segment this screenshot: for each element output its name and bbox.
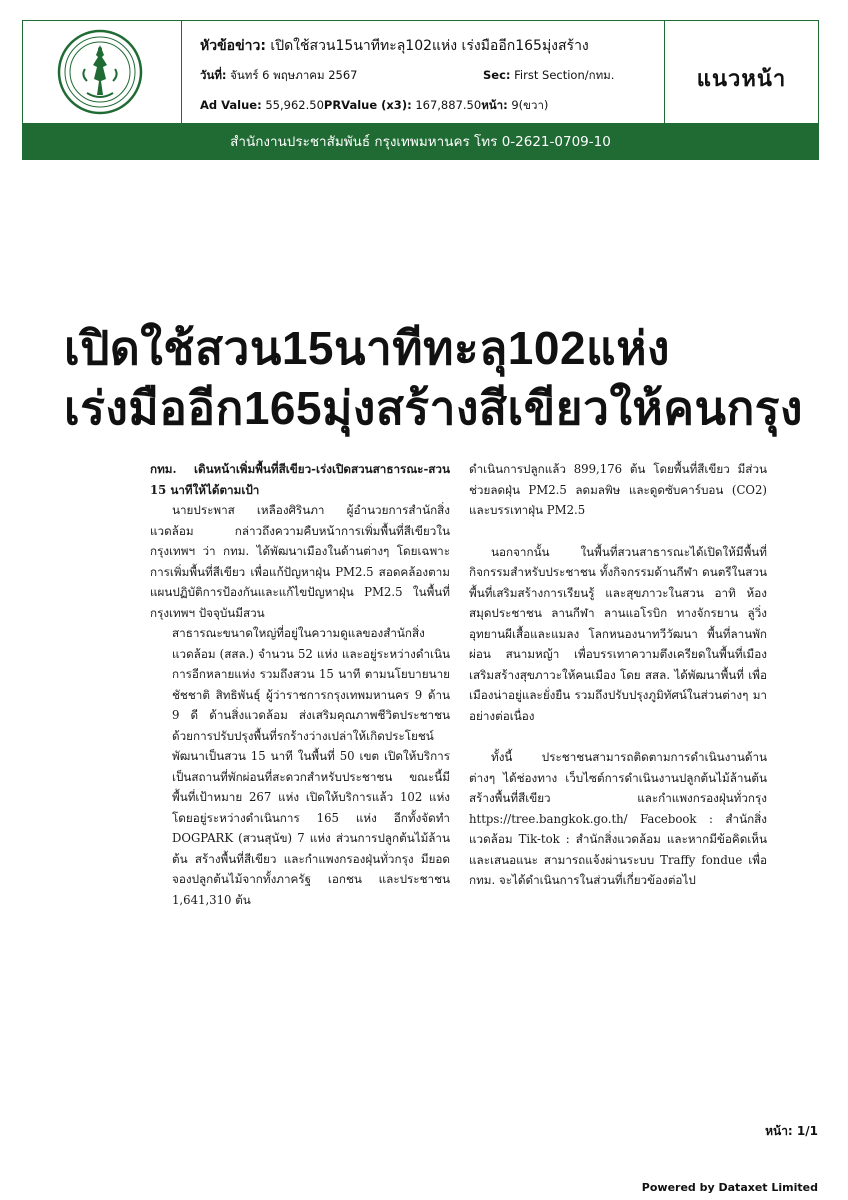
title-label: หัวข้อข่าว: bbox=[200, 38, 266, 54]
value-meta bbox=[200, 97, 548, 115]
title-value: เปิดใช้สวน15นาทีทะลุ102แห่ง เร่งมืออีก165มุ่งสร้าง bbox=[270, 38, 589, 54]
office-bar: สำนักงานประชาสัมพันธ์ กรุงเทพมหานคร โทร 0-2621-0709-10 bbox=[22, 124, 819, 160]
bangkok-city-seal-icon bbox=[57, 29, 143, 115]
pr-value: 167,887.50 bbox=[415, 98, 482, 112]
headline-line-2: เร่งมืออีก165มุ่งสร้างสีเขียวให้คนกรุง bbox=[64, 382, 803, 434]
article-paragraph-3: นอกจากนั้น ในพื้นที่สวนสาธารณะได้เปิดให้มีพื้นที่กิจกรรมสำหรับประชาชน ทั้งกิจกรรมด้านกีฬา ดนตรีในสวน พื้นที่เสริมสร้างการเรียนรู้ และสุขภาวะในสวน อาทิ ห้องสมุดประชาชน ลานกีฬา ลานแอโรบิก ทางจักรยาน ลู่วิ่ง อุทยานผีเสื้อและแมลง โลกหนองนาทวีวัฒนา พื้นที่ลานพักผ่อน สนามหญ้า เพื่อบรรเทาความตึงเครียดในพื้นที่เมือง เสริมสร้างสุขภาวะให้คนเมือง โดย สสล. ได้พัฒนาพื้นที่ เพื่อเมืองน่าอยู่และยั่งยืน รวมถึงปรับปรุงภูมิทัศน์ในส่วนต่างๆ มาอย่างต่อเนื่อง bbox=[469, 544, 767, 723]
section-meta bbox=[483, 67, 614, 85]
sec-label: Sec: bbox=[483, 68, 511, 82]
powered-by: Powered by Dataxet Limited bbox=[641, 1181, 818, 1194]
headline-line-1: เปิดใช้สวน15นาทีทะลุ102แห่ง bbox=[64, 322, 670, 374]
article-column-left bbox=[150, 459, 450, 910]
article-paragraph-4: ทั้งนี้ ประชาชนสามารถติดตามการดำเนินงานด้านต่างๆ ได้ช่องทาง เว็บไซต์การดำเนินงานปลูกต้นไม้ล้านต้น สร้างพื้นที่สีเขียว และกำแพงกรองฝุ่นทั่วกรุง https://tree.bangkok.go.th/ Facebook : สำนักสิ่งแวดล้อม Tik-tok : สำนักสิ่งแวดล้อม และหากมีข้อคิดเห็นและเสนอแนะ สามารถแจ้งผ่านระบบ Traffy fondue เพื่อ กทม. จะได้ดำเนินการในส่วนที่เกี่ยวข้องต่อไป bbox=[469, 750, 767, 887]
headline-meta bbox=[200, 35, 660, 57]
ad-label: Ad Value: bbox=[200, 98, 262, 112]
article-paragraph-2: ดำเนินการปลูกแล้ว 899,176 ต้น โดยพื้นที่สีเขียว มีส่วนช่วยลดฝุ่น PM2.5 ลดมลพิษ และดูดซับคาร์บอน (CO2) และบรรเทาฝุ่น PM2.5 bbox=[469, 462, 767, 517]
article-column-right bbox=[469, 459, 767, 891]
page-value: 9(ขวา) bbox=[511, 98, 549, 112]
article-lead: กทม. เดินหน้าเพิ่มพื้นที่สีเขียว-เร่งเปิดสวนสาธารณะ-สวน 15 นาทีให้ได้ตามเป้า bbox=[150, 462, 450, 497]
ad-value: 55,962.50 bbox=[265, 98, 324, 112]
publication-name: แนวหน้า bbox=[696, 67, 787, 92]
headline bbox=[64, 318, 804, 438]
pr-label: PRValue (x3): bbox=[323, 98, 412, 112]
page-label: หน้า: bbox=[481, 98, 508, 112]
date-label: วันที่: bbox=[200, 68, 227, 82]
page-indicator: หน้า: 1/1 bbox=[765, 1124, 818, 1138]
metadata-cell bbox=[182, 21, 665, 123]
date-meta bbox=[200, 67, 358, 85]
publication-cell bbox=[665, 21, 818, 123]
date-value: จันทร์ 6 พฤษภาคม 2567 bbox=[230, 68, 358, 82]
article-paragraph-1-continued: สาธารณะขนาดใหญ่ที่อยู่ในความดูแลของสำนักสิ่งแวดล้อม (สสล.) จำนวน 52 แห่ง และอยู่ระหว่างดำเนินการอีกหลายแห่ง รวมถึงสวน 15 นาที ตามนโยบายนายชัชชาติ สิทธิพันธุ์ ผู้ว่าราชการกรุงเทพมหานคร 9 ด้าน 9 ดี ด้านสิ่งแวดล้อม ส่งเสริมคุณภาพชีวิตประชาชน ด้วยการปรับปรุงพื้นที่รกร้างว่างเปล่าให้เกิดประโยชน์ พัฒนาเป็นสวน 15 นาที ในพื้นที่ 50 เขต เปิดให้บริการเป็นสถานที่พักผ่อนที่สะดวกสำหรับประชาชน ขณะนี้มีพื้นที่เป้าหมาย 267 แห่ง เปิดให้บริการแล้ว 102 แห่ง โดยอยู่ระหว่างดำเนินการ 165 แห่ง อีกทั้งจัดทำ DOGPARK (สวนสุนัข) 7 แห่ง ส่วนการปลูกต้นไม้ล้านต้น สร้างพื้นที่สีเขียว และกำแพงกรองฝุ่นทั่วกรุง มียอดจองปลูกต้นไม้จากทั้งภาครัฐ เอกชน และประชาชน 1,641,310 ต้น bbox=[172, 626, 450, 907]
clipping-header bbox=[22, 20, 819, 124]
article-paragraph-1: นายประพาส เหลืองศิรินภา ผู้อำนวยการสำนักสิ่งแวดล้อม กล่าวถึงความคืบหน้าการเพิ่มพื้นที่สีเขียวในกรุงเทพฯ ว่า กทม. ได้พัฒนาเมืองในด้านต่างๆ โดยเฉพาะการเพิ่มพื้นที่สีเขียว เพื่อแก้ปัญหาฝุ่น PM2.5 สอดคล้องตามแผนปฏิบัติการป้องกันและแก้ไขปัญหาฝุ่น PM2.5 ในพื้นที่กรุงเทพฯ ปัจจุบันมีสวน bbox=[150, 503, 450, 620]
logo-cell bbox=[23, 21, 182, 123]
sec-value: First Section/กทม. bbox=[514, 68, 615, 82]
